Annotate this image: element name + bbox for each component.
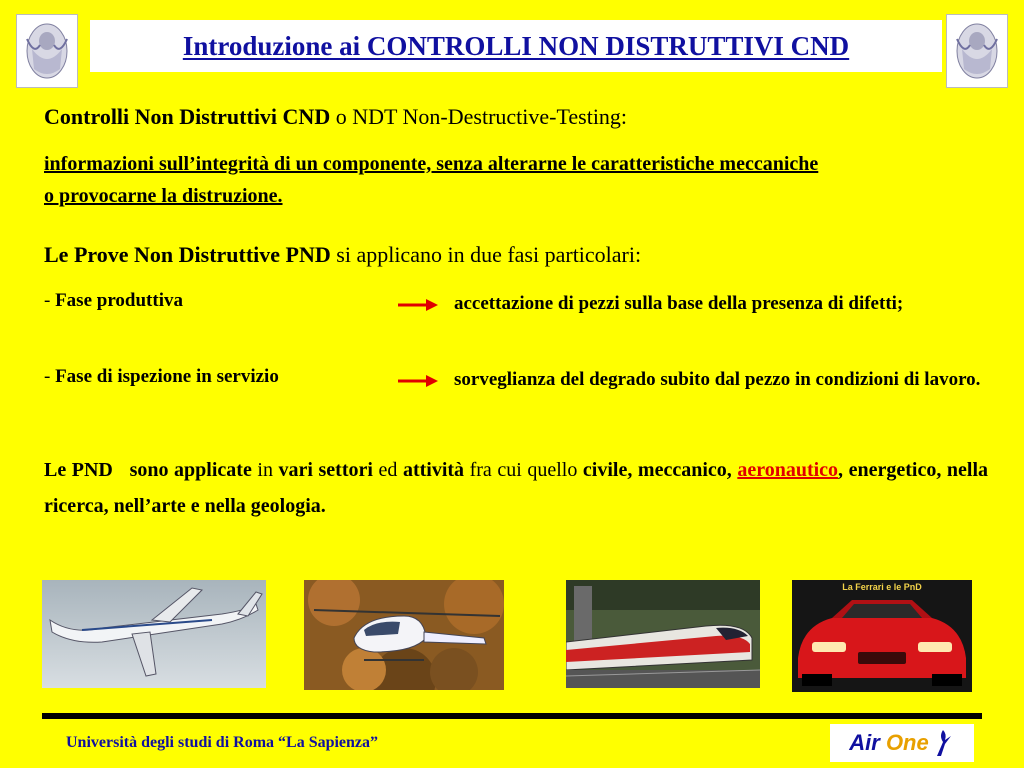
page-title: Introduzione ai CONTROLLI NON DISTRUTTIVI CND bbox=[182, 30, 850, 61]
sectors-paragraph: Le PND sono applicate in vari settori ed attività fra cui quello civile, meccanico, aeronautico, energetico, nella ricerca, nell’arte e nella geologia. bbox=[44, 459, 989, 517]
ferrari-car-image bbox=[792, 580, 972, 692]
university-logo-left bbox=[16, 14, 78, 88]
aeronautico-highlight: aeronautico bbox=[737, 459, 839, 481]
airone-logo: Air One bbox=[830, 724, 974, 762]
university-logo-right bbox=[946, 14, 1008, 88]
phase-production: - Fase produttiva bbox=[44, 290, 183, 311]
phase-name: Fase produttiva bbox=[55, 290, 183, 311]
train-photo bbox=[566, 580, 760, 688]
airplane-photo bbox=[42, 580, 266, 688]
footer-divider bbox=[42, 713, 982, 719]
arrow-right-icon bbox=[396, 298, 440, 312]
title-banner bbox=[90, 20, 942, 72]
phase-description: accettazione di pezzi sulla base della presenza di difetti; bbox=[454, 293, 904, 314]
helicopter-photo bbox=[304, 580, 504, 690]
phase-name: Fase di ispezione in servizio bbox=[55, 366, 279, 387]
phase-inspection: - Fase di ispezione in servizio bbox=[44, 366, 279, 387]
ndt-term: o NDT Non-Destructive-Testing: bbox=[330, 104, 628, 129]
heron-bird-icon bbox=[933, 728, 955, 758]
pnd-heading bbox=[44, 242, 641, 268]
university-seal-icon bbox=[952, 19, 1002, 83]
arrow-right-icon bbox=[396, 374, 440, 388]
phase-description: sorveglianza del degrado subito dal pezzo in condizioni di lavoro. bbox=[454, 369, 981, 390]
pnd-lead: si applicano in due fasi particolari: bbox=[330, 242, 642, 267]
ferrari-photo bbox=[792, 580, 972, 692]
ferrari-caption: La Ferrari e le PnD bbox=[842, 582, 922, 592]
cnd-definition: informazioni sull’integrità di un componente, senza alterarne le caratteristiche meccaniche o provocarne la distruzione. bbox=[44, 153, 819, 207]
university-seal-icon bbox=[22, 19, 72, 83]
cnd-definition-heading bbox=[44, 104, 627, 130]
cnd-term: Controlli Non Distruttivi CND bbox=[44, 104, 331, 129]
university-name: Università degli studi di Roma “La Sapienza” bbox=[66, 734, 379, 751]
pnd-term: Le Prove Non Distruttive PND bbox=[44, 242, 331, 267]
